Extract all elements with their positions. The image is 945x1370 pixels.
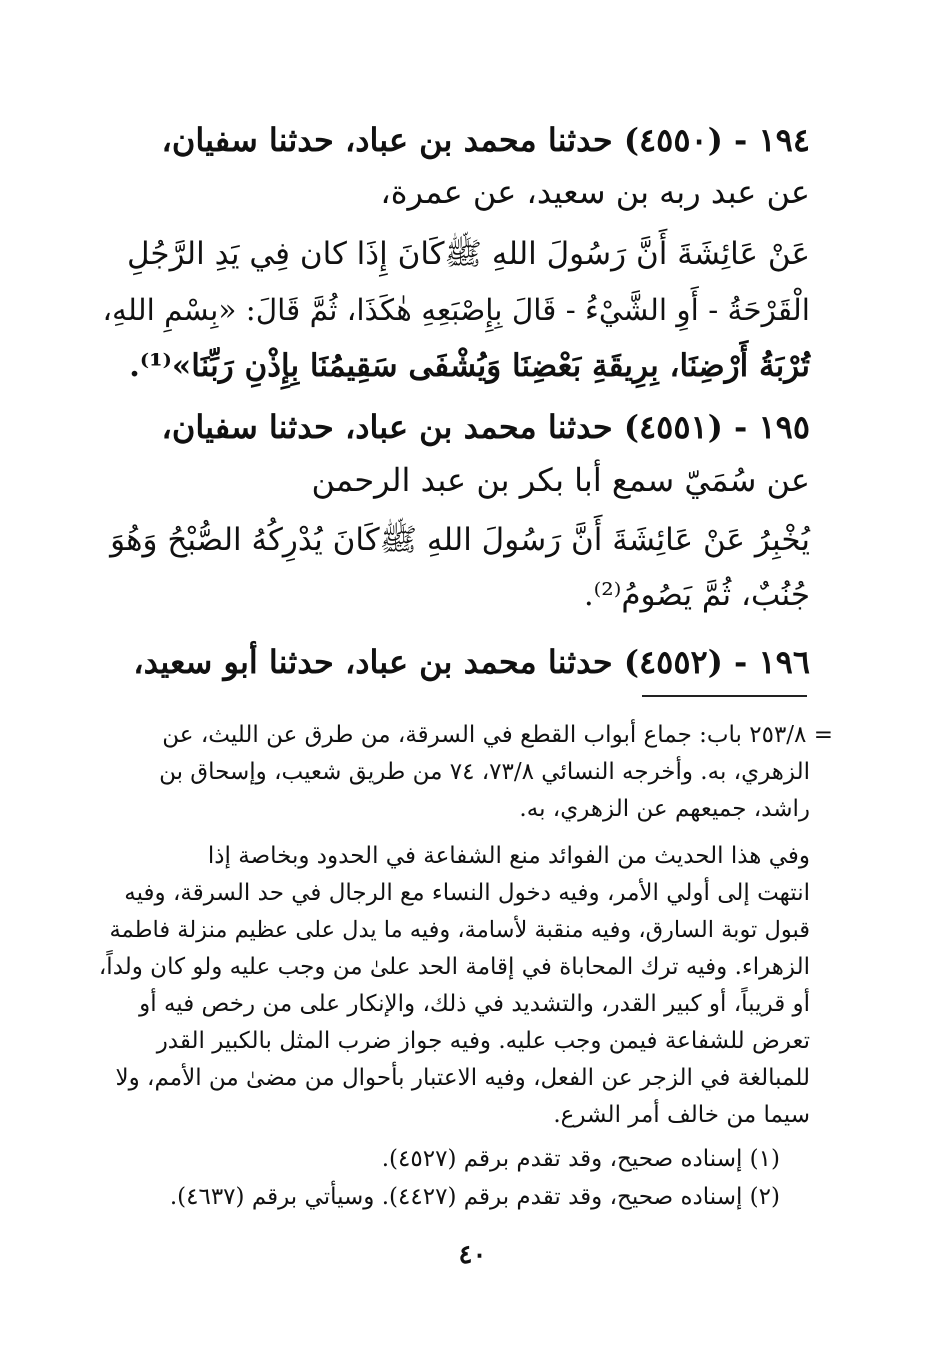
hadith-196-header: ١٩٦ - (٤٥٥٢) حدثنا محمد بن عباد، حدثنا أبو سعيد، xyxy=(133,643,810,681)
footnote-line: سيما من خالف أمر الشرع. xyxy=(553,1102,810,1128)
hadith-195-text-line: جُنُبٌ، ثُمَّ يَصُومُ⁽²⁾. xyxy=(583,577,810,613)
footnote-2: (٢) إسناده صحيح، وقد تقدم برقم (٤٤٢٧). وسيأتي برقم (٤٦٣٧). xyxy=(169,1184,780,1210)
footnote-line: الزهراء. وفيه ترك المحاباة في إقامة الحد علىٰ من وجب عليه ولو كان ولداً، xyxy=(98,954,810,980)
footnote-line: وفي هذا الحديث من الفوائد منع الشفاعة في الحدود وبخاصة إذا xyxy=(207,843,810,869)
footnote-line: الزهري، به. وأخرجه النسائي ٧٣/٨، ٧٤ من طريق شعيب، وإسحاق بن xyxy=(159,759,810,785)
hadith-194-header: ١٩٤ - (٤٥٥٠) حدثنا محمد بن عباد، حدثنا سفيان، xyxy=(161,121,810,159)
footnote-line: تعرض للشفاعة فيمن وجب عليه. وفيه جواز ضرب المثل بالكبير القدر xyxy=(156,1028,810,1054)
hadith-195-chain: عن سُمَيّ سمع أبا بكر بن عبد الرحمن xyxy=(311,461,810,499)
footnote-line: = ٢٥٣/٨ باب: جماع أبواب القطع في السرقة، من طرق عن الليث، عن xyxy=(162,722,833,748)
hadith-194-chain: عن عبد ربه بن سعيد، عن عمرة، xyxy=(380,173,810,211)
footnote-1: (١) إسناده صحيح، وقد تقدم برقم (٤٥٢٧). xyxy=(381,1146,780,1172)
footnote-separator xyxy=(642,695,807,697)
footnote-line: قبول توبة السارق، وفيه منقبة لأسامة، وفيه ما يدل على عظيم منزلة فاطمة xyxy=(109,917,810,943)
hadith-194-text-line: تُرْبَةُ أَرْضِنَا، بِرِيقَةِ بَعْضِنَا وَيُشْفَى سَقِيمُنَا بِإِذْنِ رَبِّنَا»⁽¹⁾. xyxy=(129,348,810,384)
hadith-195-header: ١٩٥ - (٤٥٥١) حدثنا محمد بن عباد، حدثنا سفيان، xyxy=(161,408,810,446)
footnote-line: راشد، جميعهم عن الزهري، به. xyxy=(519,796,810,822)
footnote-line: انتهت إلى أولي الأمر، وفيه دخول النساء مع الرجال في حد السرقة، وفيه xyxy=(124,880,810,906)
hadith-194-text-line: عَنْ عَائِشَةَ أَنَّ رَسُولَ اللهِ ﷺكَانَ إِذَا كان فِي يَدِ الرَّجُلِ xyxy=(126,236,810,272)
hadith-195-text-line: يُخْبِرُ عَنْ عَائِشَةَ أَنَّ رَسُولَ اللهِ ﷺكَانَ يُدْرِكُهُ الصُّبْحُ وَهُوَ xyxy=(110,522,810,558)
page-number: ٤٠ xyxy=(458,1240,487,1270)
hadith-194-text-line: الْقَرْحَةُ - أَوِ الشَّيْءُ - قَالَ بِإِصْبَعِهِ هٰكَذَا، ثُمَّ قَالَ: «بِسْمِ اللهِ، xyxy=(102,293,810,327)
footnote-line: أو قريباً، أو كبير القدر، والتشديد في ذلك، والإنكار على من رخص فيه أو xyxy=(139,991,810,1017)
footnote-line: للمبالغة في الزجر عن الفعل، وفيه الاعتبار بأحوال من مضىٰ من الأمم، ولا xyxy=(115,1065,810,1091)
